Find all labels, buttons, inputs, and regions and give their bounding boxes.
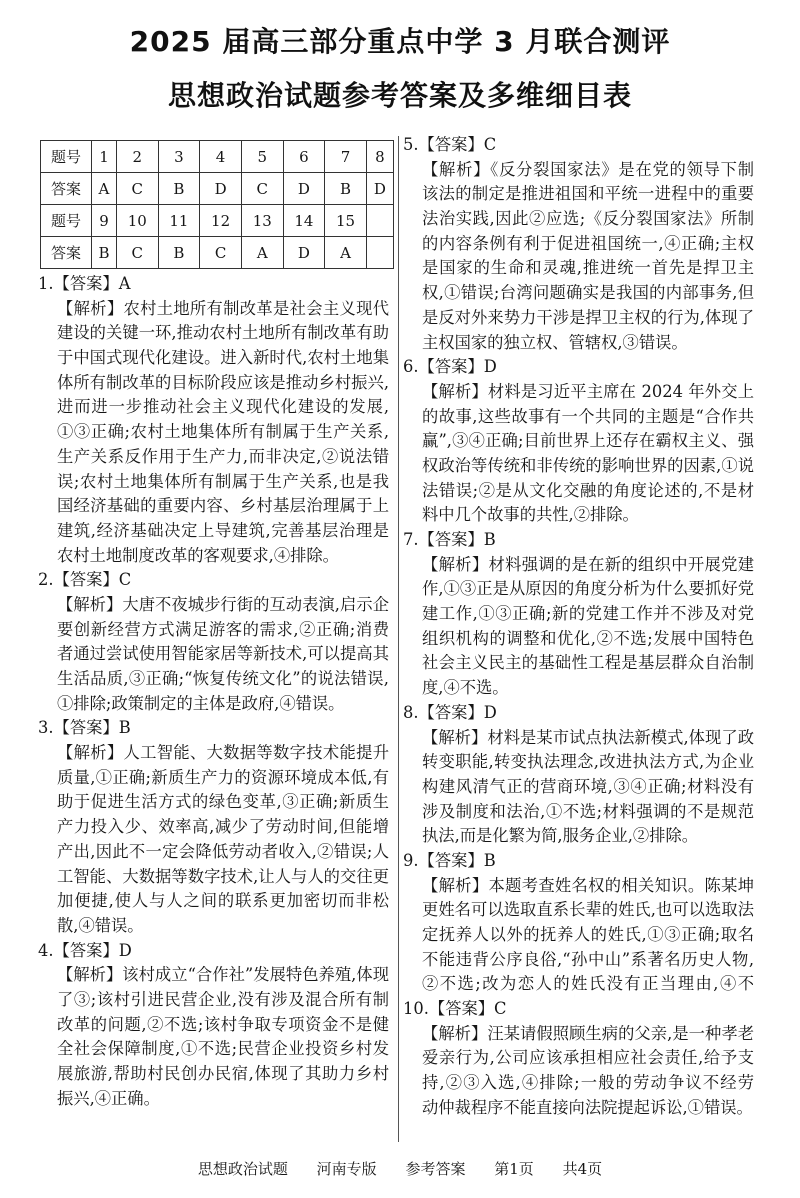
analysis-line: 工智能、大数据等数字技术,让人与人的交往更 [57,866,389,886]
answer-heading [38,716,388,741]
answer-label: 【答案】 [428,999,495,1019]
analysis-line: 料中几个故事的共性,②排除。 [422,505,639,525]
question-number: 2. [38,570,54,590]
left-column [38,272,388,1111]
analysis-line: 全社会保障制度,①不选;民营企业投资乡村发 [57,1039,389,1059]
question-number: 6. [403,357,419,377]
analysis-line: ①③正确;农村土地集体所有制属于生产关系, [57,422,389,442]
answer-choice: D [118,940,132,960]
footer-subject: 思想政治试题 [197,1160,288,1178]
analysis-line: 国经济基础的重要内容、乡村基层治理属于上 [57,496,389,516]
answer-choice: C [494,999,507,1019]
question-number: 9. [403,850,419,870]
analysis-line: 执法,而是化繁为简,服务企业,②排除。 [422,826,699,846]
analysis-line: ①排除;政策制定的主体是政府,④错误。 [57,693,345,713]
table-cell: A [325,237,367,269]
analysis-line: 作,①③正是从原因的角度分析为什么要抓好党 [422,579,754,599]
analysis-line: 进而进一步推动社会主义现代化建设的发展, [57,397,389,417]
answer-item [403,849,753,997]
answer-choice: A [118,274,131,293]
analysis-line: 法错误;②是从文化交融的角度论述的,不是材 [422,480,754,500]
analysis-line: 【解析】该村成立“合作社”发展特色养殖,体现 [57,965,389,985]
row-header-cell: 题号 [41,205,92,237]
analysis-line: 者通过尝试使用智能家居等新技术,可以提高其 [57,644,389,664]
table-cell: B [325,173,367,205]
question-number: 3. [38,718,54,738]
table-cell: A [92,173,117,205]
answer-item [403,133,753,355]
analysis-line: 定抚养人以外的抚养人的姓氏,①③正确;取名 [422,925,754,944]
question-number: 4. [38,940,54,960]
table-cell: C [200,237,242,269]
page-footer [0,1158,800,1179]
analysis-line: 【解析】材料是习近平主席在 2024 年外交上 [422,381,754,401]
analysis-line: 组织机构的调整和优化,②不选;发展中国特色 [422,628,754,648]
analysis-line: 振兴,④正确。 [57,1088,160,1108]
table-cell: D [283,173,325,205]
table-cell: 3 [158,141,200,173]
analysis-line: 产出,因此不一定会降低劳动者收入,②错误;人 [57,841,389,861]
analysis-line: 权,①错误;台湾问题确实是我国的内部事务,但 [422,283,754,303]
analysis-line: 建工作,①③正确;新的党建工作并不涉及对党 [422,604,754,624]
table-cell: C [116,173,158,205]
analysis-line: 【解析】汪某请假照顾生病的父亲,是一种孝老 [422,1023,754,1043]
answer-item [403,701,753,849]
table-cell: 13 [241,205,283,237]
analysis-line: 是反对外来势力干涉是捍卫主权的行为,体现了 [422,307,754,327]
analysis-line: 【解析】人工智能、大数据等数字技术能提升 [57,743,389,763]
table-cell: 8 [366,141,393,173]
analysis-line: 权政治等传统和非传统的影响世界的因素,①说 [422,455,754,475]
table-cell: D [200,173,242,205]
answer-choice: B [118,718,131,738]
answer-item [38,939,388,1112]
document-title: 2025 届高三部分重点中学 3 月联合测评 [129,25,671,58]
analysis-line: 主权国家的独立权、管辖权,③错误。 [422,332,688,352]
table-cell: B [158,237,200,269]
table-cell: D [283,237,325,269]
analysis-line: 改革的问题,②不选;该村争取专项资金不是健 [57,1014,389,1034]
analysis-line: 散,④错误。 [57,915,144,935]
question-number: 1. [38,274,54,293]
table-cell [366,237,393,269]
question-number: 7. [403,530,419,549]
analysis-line: 【解析】大唐不夜城步行街的互动表演,启示企 [57,594,389,614]
answer-item [38,568,388,716]
answer-heading [38,568,388,593]
table-cell: 1 [92,141,117,173]
answer-row [41,173,394,205]
table-cell: 15 [325,205,367,237]
table-cell: 14 [283,205,325,237]
answer-item [403,528,753,701]
table-cell: B [158,173,200,205]
answer-heading [38,272,388,297]
answer-label: 【答案】 [418,850,484,870]
analysis-line: 涉及制度和法治,①不选;材料强调的不是规范 [422,801,754,821]
answer-label: 【答案】 [53,940,119,960]
table-cell: 11 [158,205,200,237]
analysis-line: 生活品质,③正确;“恢复传统文化”的说法错误, [57,669,389,688]
analysis-line: 【解析】《反分裂国家法》是在党的领导下制 [422,159,754,179]
analysis-line: 农村土地制度改革的客观要求,④排除。 [57,545,339,565]
answer-heading [403,528,753,553]
answer-choice: D [483,702,497,722]
analysis-line: 爱亲行为,公司应该承担相应社会责任,给予支 [422,1048,754,1068]
analysis-line: 【解析】材料是某市试点执法新模式,体现了政 [422,727,754,747]
table-cell: C [241,173,283,205]
analysis-line: 加便捷,使人与人之间的联系更加密切而非松 [57,891,389,911]
analysis-line: 社会主义民主的基础性工程是基层群众自治制 [422,653,754,673]
table-cell: B [92,237,117,269]
table-cell: A [241,237,283,269]
row-header-cell: 答案 [41,237,92,269]
answer-heading [403,355,753,380]
analysis-line: 【解析】本题考查姓名权的相关知识。陈某坤 [422,875,754,895]
answer-choice: C [483,135,497,154]
analysis-line: 产力投入少、效率高,减少了劳动时间,但能增 [57,817,389,837]
footer-page-total: 共4页 [562,1160,603,1178]
answer-row [41,237,394,269]
answer-label: 【答案】 [418,702,484,722]
answer-item [403,997,753,1120]
analysis-line: 转变职能,转变执法理念,改进执法方式,为企业 [422,752,754,772]
analysis-line: 展旅游,帮助村民创办民宿,体现了其助力乡村 [57,1064,389,1083]
analysis-line: 要创新经营方式满足游客的需求,②正确;消费 [57,619,389,639]
answer-choice: B [483,530,496,549]
answer-label: 【答案】 [53,274,119,293]
analysis-line: 建设的关键一环,推动农村土地所有制改革有助 [57,323,389,343]
analysis-line: 动仲裁程序不能直接向法院提起诉讼,①错误。 [422,1097,753,1117]
analysis-line: 度,④不选。 [422,678,509,698]
document-subtitle: 思想政治试题参考答案及多维细目表 [167,79,632,112]
question-number: 5. [403,135,419,154]
answer-item [38,272,388,568]
answer-label: 【答案】 [418,135,484,154]
question-number-row [41,141,394,173]
question-number: 8. [403,702,419,722]
analysis-line: 体所有制改革的目标阶段应该是推动乡村振兴, [57,372,389,392]
table-cell: D [366,173,393,205]
analysis-line: 该法的制定是推进祖国和平统一进程中的重要 [422,184,754,204]
table-cell [366,205,393,237]
analysis-line: ②不选;改为恋人的姓氏没有正当理由,④不 [422,974,754,994]
analysis-line: 是国家的生命和灵魂,推进统一首先是捍卫主 [422,258,754,278]
answer-label: 【答案】 [53,718,119,738]
analysis-line: 赢”,③④正确;目前世界上还存在霸权主义、强 [422,431,754,451]
analysis-line: 误;农村土地集体所有制属于生产关系,也是我 [57,471,389,491]
analysis-line: 建筑,经济基础决定上导建筑,完善基层治理是 [57,520,389,540]
analysis-line: 于中国式现代化建设。进入新时代,农村土地集 [57,348,389,368]
answer-heading [403,849,753,874]
answer-item [38,716,388,938]
footer-edition: 河南专版 [316,1160,377,1178]
analysis-line: 不能违背公序良俗,“孙中山”系著名历史人物, [422,949,754,969]
analysis-line: 【解析】材料强调的是在新的组织中开展党建 [422,554,754,574]
table-cell: 2 [116,141,158,173]
table-cell: 9 [92,205,117,237]
answer-label: 【答案】 [53,570,119,590]
right-column [403,133,753,1121]
analysis-line: 了③;该村引进民营企业,没有涉及混合所有制 [57,989,389,1009]
row-header-cell: 答案 [41,173,92,205]
column-divider [398,136,399,1142]
question-number: 10. [403,999,429,1019]
answer-label: 【答案】 [418,357,484,377]
analysis-line: 质量,①正确;新质生产力的资源环境成本低,有 [57,767,389,787]
analysis-line: 生产关系反作用于生产力,而非决定,②说法错 [57,446,389,466]
footer-page-number: 第1页 [494,1160,534,1178]
analysis-line: 持,②③入选,④排除;一般的劳动争议不经劳 [422,1073,754,1093]
answer-choice: D [483,357,497,377]
answer-item [403,355,753,528]
table-cell: 4 [200,141,242,173]
table-cell: 12 [200,205,242,237]
table-cell: 5 [241,141,283,173]
table-cell: C [116,237,158,269]
answer-label: 【答案】 [418,530,484,549]
footer-doc-type: 参考答案 [405,1160,466,1178]
analysis-line: 法治实践,因此②应选;《反分裂国家法》所制 [422,209,754,229]
table-cell: 6 [283,141,325,173]
row-header-cell: 题号 [41,141,92,173]
answer-heading [403,133,753,158]
answer-heading [403,997,753,1022]
analysis-line: 更姓名可以选取直系长辈的姓氏,也可以选取法 [422,900,754,920]
table-cell: 7 [325,141,367,173]
analysis-line: 【解析】农村土地所有制改革是社会主义现代 [57,298,389,318]
table-cell: 10 [116,205,158,237]
analysis-line: 的故事,这些故事有一个共同的主题是“合作共 [422,406,754,426]
answer-table [40,140,394,269]
answer-choice: B [483,850,496,870]
answer-heading [38,939,388,964]
question-number-row [41,205,394,237]
answer-heading [403,701,753,726]
answer-choice: C [118,570,132,590]
analysis-line: 构建风清气正的营商环境,③④正确;材料没有 [422,776,754,796]
analysis-line: 的内容条例有利于促进祖国统一,④正确;主权 [422,233,754,253]
analysis-line: 助于促进生活方式的绿色变革,③正确;新质生 [57,792,389,812]
